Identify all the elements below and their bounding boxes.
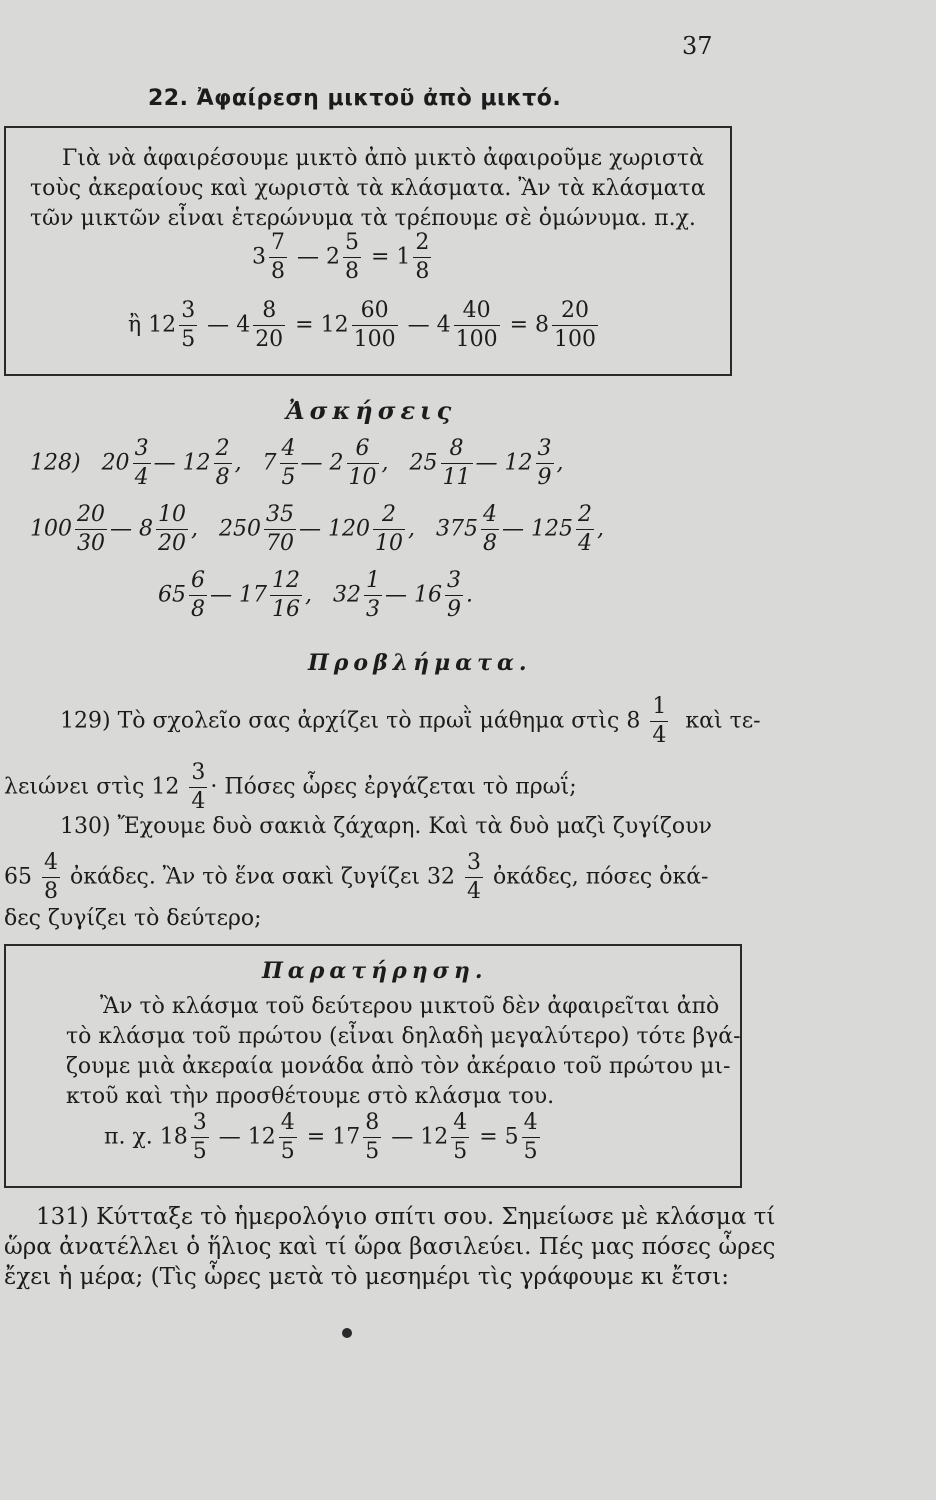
remark-title: Παρατήρηση. [262, 958, 488, 984]
ink-dot [342, 1328, 352, 1338]
problem-129-line-1: 129) Τὸ σχολεῖο σας ἀρχίζει τὸ πρωῒ μάθημα στὶς 8 $\frac{1}{4}$ καὶ τε- [60, 694, 761, 748]
problem-131-line-1: 131) Κύτταξε τὸ ἡμερολόγιο σπίτι σου. Σημείωσε μὲ κλάσμα τί [36, 1204, 776, 1230]
section-title: 22. Ἀφαίρεση μικτοῦ ἀπὸ μικτό. [148, 86, 562, 111]
rule-line-1: Γιὰ νὰ ἀφαιρέσουμε μικτὸ ἀπὸ μικτὸ ἀφαιροῦμε χωριστὰ [62, 146, 704, 171]
rule-example-2: ἢ 12 $\frac{3}{5}$ — 4 $\frac{8}{20}$ = 12 $\frac{60}{100}$ — 4 $\frac{40}{100}$ = 8 $\frac{20}{100}$ [128, 298, 597, 352]
rule-line-2: τοὺς ἀκεραίους καὶ χωριστὰ τὰ κλάσματα. Ἂν τὰ κλάσματα [30, 176, 706, 201]
rule-example-1: 3 $\frac{7}{8}$ — 2 $\frac{5}{8}$ = 1 $\frac{2}{8}$ [252, 230, 430, 284]
remark-line-1: Ἂν τὸ κλάσμα τοῦ δεύτερου μικτοῦ δὲν ἀφαιρεῖται ἀπὸ [100, 994, 720, 1019]
exercise-row-3: 65 $\frac{6}{8}$ — 17 $\frac{12}{16}$ , 32 $\frac{1}{3}$ — 16 $\frac{3}{9}$ . [158, 568, 473, 622]
problem-129-line-2: λειώνει στὶς 12 $\frac{3}{4}$ · Πόσες ὧρες ἐργάζεται τὸ πρωΐ; [4, 760, 577, 814]
remark-example: π. χ. 18 $\frac{3}{5}$ — 12 $\frac{4}{5}$ = 17 $\frac{8}{5}$ — 12 $\frac{4}{5}$ = 5 $\frac{4}{5}$ [104, 1110, 538, 1164]
exercises-title: Ἀσκήσεις [286, 396, 457, 425]
problem-131-line-2: ὥρα ἀνατέλλει ὁ ἥλιος καὶ τί ὥρα βασιλεύει. Πές μας πόσες ὧρες [4, 1234, 776, 1260]
exercise-row-1: 128) 20 $\frac{3}{4}$ — 12 $\frac{2}{8}$ , 7 $\frac{4}{5}$ — 2 $\frac{6}{10}$ , 25 $\frac{8}{11}$ — 12 $\frac{3}{9}$ , [30, 436, 564, 490]
page-number: 37 [682, 32, 713, 60]
remark-line-4: κτοῦ καὶ τὴν προσθέτουμε στὸ κλάσμα του. [66, 1084, 555, 1109]
problem-131-line-3: ἔχει ἡ μέρα; (Τὶς ὧρες μετὰ τὸ μεσημέρι τὶς γράφουμε κι ἔτσι: [4, 1264, 729, 1290]
problems-title: Προβλήματα. [308, 650, 532, 676]
rule-line-3: τῶν μικτῶν εἶναι ἑτερώνυμα τὰ τρέπουμε σὲ ὁμώνυμα. π.χ. [30, 206, 696, 231]
remark-line-3: ζουμε μιὰ ἀκεραία μονάδα ἀπὸ τὸν ἀκέραιο τοῦ πρώτου μι- [66, 1054, 731, 1079]
remark-line-2: τὸ κλάσμα τοῦ πρώτου (εἶναι δηλαδὴ μεγαλύτερο) τότε βγά- [66, 1024, 741, 1049]
problem-130-line-2: 65 $\frac{4}{8}$ ὀκάδες. Ἂν τὸ ἕνα σακὶ ζυγίζει 32 $\frac{3}{4}$ ὀκάδες, πόσες ὀκά- [4, 850, 709, 904]
exercise-row-2: 100 $\frac{20}{30}$ — 8 $\frac{10}{20}$ , 250 $\frac{35}{70}$ — 120 $\frac{2}{10}$ , 375 $\frac{4}{8}$ — 125 $\frac{2}{4}$ , [30, 502, 604, 556]
problem-130-line-1: 130) Ἔχουμε δυὸ σακιὰ ζάχαρη. Καὶ τὰ δυὸ μαζὶ ζυγίζουν [60, 814, 712, 839]
problem-130-line-3: δες ζυγίζει τὸ δεύτερο; [4, 906, 262, 931]
